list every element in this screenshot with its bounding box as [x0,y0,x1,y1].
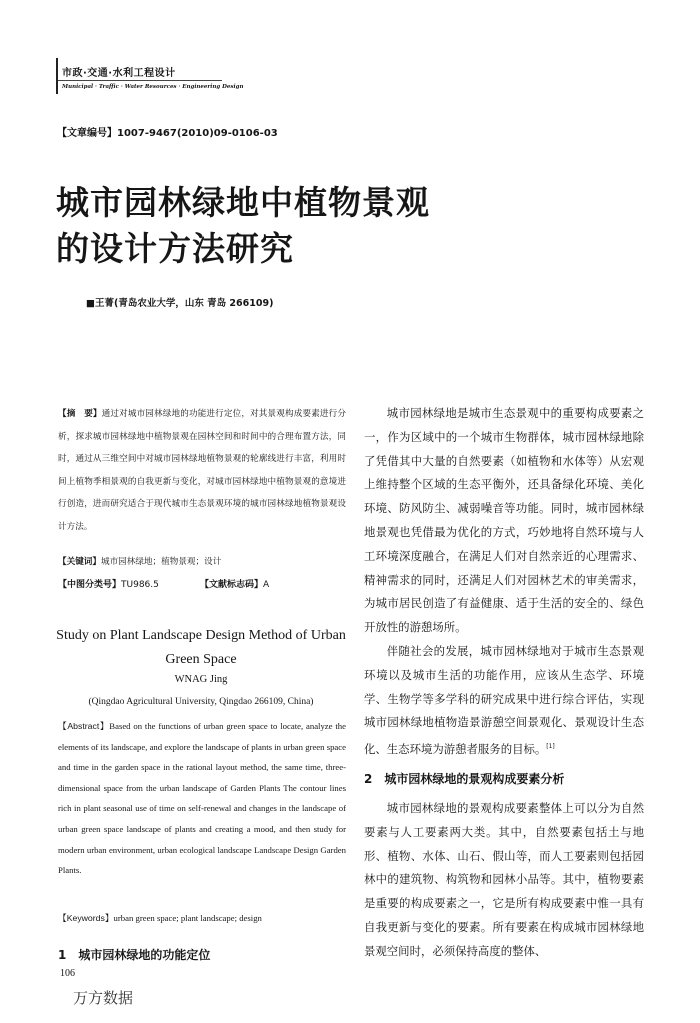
title-line-1: 城市园林绿地中植物景观 [56,183,430,222]
english-keywords-text: urban green space; plant landscape; design [113,913,262,923]
document-code [200,577,269,590]
journal-name-en: Municipal · Traffic · Water Resources · Engineering Design [62,84,244,90]
english-keywords [58,912,346,924]
citation-ref: [1] [546,743,555,751]
doc-code-value: A [263,580,270,590]
keywords-cn-text: 城市园林绿地；植物景观；设计 [100,557,222,567]
abstract-cn-text: 通过对城市园林绿地的功能进行定位，对其景观构成要素进行分析，探求城市园林绿地中植物景观在园林空间和时间中的合理布置方法，同时，通过从三维空间中对城市园林绿地植物景观的轮廓线进行丰富，利用时间上植物季相景观的自我更新与变化，对城市园林绿地中植物景观的意境进行创造，进而研究适合于现代城市生态景观环境的城市园林绿地植物景观设计方法。 [58,409,346,532]
clc-label: 【中图分类号】 [58,580,122,590]
paragraph-1: 城市园林绿地是城市生态景观中的重要构成要素之一，作为区域中的一个城市生物群体，城市园林绿地除了凭借其中大量的自然要素（如植物和水体等）从宏观上维持整个区域的生态平衡外，还具备绿化环境、美化环境、防风防尘、减弱噪音等功能。同时，城市园林绿地景观也凭借最为优化的方式，巧妙地将自然环境与人工环境深度融合，在满足人们对自然亲近的心理需求、精神需求的同时，还满足人们对园林艺术的审美需求，为城市居民创造了有益健康、适于生活的安全的、绿色开放性的游憩场所。 [364,406,644,635]
doc-code-label: 【文献标志码】 [200,580,264,590]
paragraph-2-text: 伴随社会的发展，城市园林绿地对于城市生态景观环境以及城市生活的功能作用，应该从生态学、环境学、生物学等多学科的研究成果中进行综合评估，实现城市园林绿地植物造景游憩空间景观化、景观设计生态化、生态环境为游憩者服务的目标。 [364,643,644,756]
english-affiliation: (Qingdao Agricultural University, Qingdao 266109, China) [88,697,314,707]
keywords-cn [58,555,348,567]
keywords-cn-label: 【关键词】 [58,557,101,567]
journal-name-cn: 市政·交通·水利工程设计 [62,68,176,79]
english-abstract-label: 【Abstract】 [58,721,110,731]
section-2-heading: 2 城市园林绿地的景观构成要素分析 [364,772,565,786]
watermark: 万方数据 [73,989,134,1007]
header-divider [58,80,222,81]
english-title-line-1: Study on Plant Landscape Design Method of Urban [56,628,346,643]
article-number: 【文章编号】1007-9467(2010)09-0106-03 [57,128,278,139]
english-author: WNAG Jing [174,674,228,685]
paragraph-3: 城市园林绿地的景观构成要素整体上可以分为自然要素与人工要素两大类。其中，自然要素包括土与地形、植物、水体、山石、假山等，而人工要素则包括园林中的建筑物、构筑物和园林小品等。其中，植物要素是重要的构成要素之一，它是所有构成要素中惟一具有自我更新与变化的要素。所有要素在构成城市园林绿地景观空间时，必须保持高度的整体、 [364,801,644,958]
english-title-line-2: Green Space [165,652,237,667]
paragraph-2 [364,640,644,762]
abstract-cn [58,403,346,538]
paper-title [56,180,430,272]
header-rule [56,58,58,94]
body-paragraph-bottom [364,797,644,964]
author-line: ■王菁(青岛农业大学，山东 青岛 266109) [86,298,274,309]
page-number: 106 [60,968,75,979]
english-keywords-label: 【Keywords】 [58,913,114,923]
abstract-cn-label: 【摘 要】 [58,409,102,419]
english-abstract [58,716,346,881]
english-title [56,624,346,672]
english-abstract-text: Based on the functions of urban green space to locate, analyze the elements of its landscape, and explore the landscape of plants in urban green space and time in the garden space in the rational layout method, the same time, three-dimensional space from the urban landscape of Garden Plants The contour lines rich in plant seasonal use of time on self-renewal and changes in the landscape of urban green space landscape of plants and creating a mood, and then study for modern urban environment, urban ecological landscape Landscape Design Garden Plants. [58,721,346,876]
clc-number [58,577,159,590]
clc-value: TU986.5 [121,580,159,590]
section-1-heading: 1 城市园林绿地的功能定位 [58,948,211,962]
body-paragraphs-top [364,402,644,762]
title-line-2: 的设计方法研究 [56,229,294,268]
